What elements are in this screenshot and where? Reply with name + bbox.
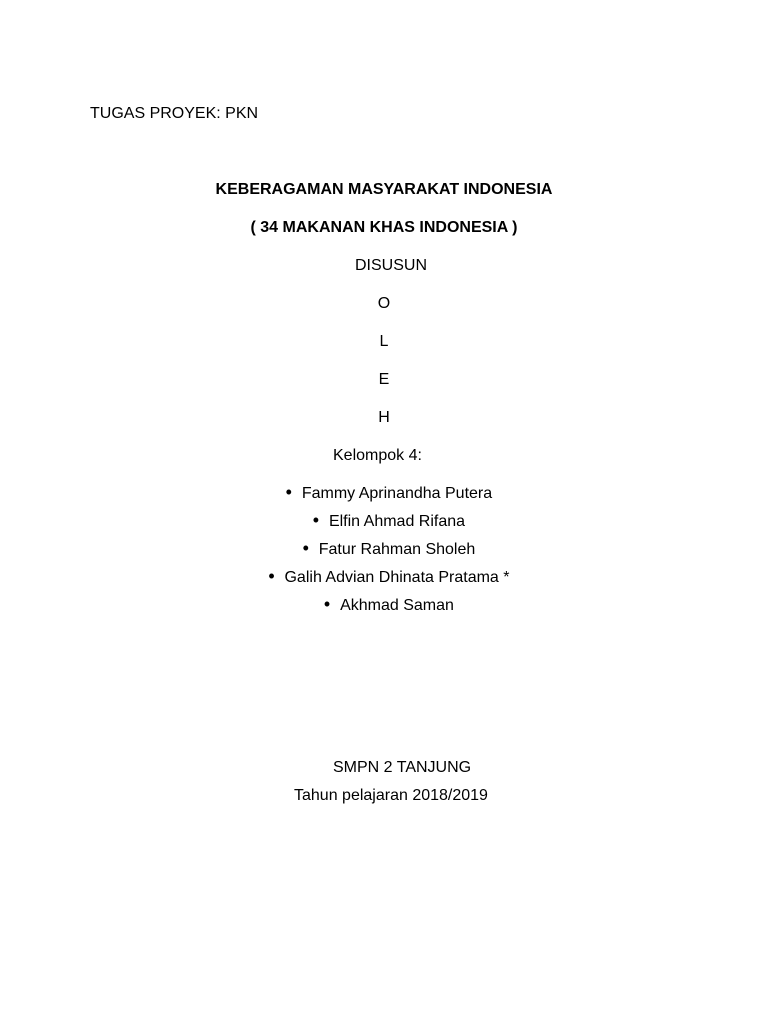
document-subtitle: ( 34 MAKANAN KHAS INDONESIA ): [250, 219, 518, 236]
bullet-icon: [314, 595, 340, 615]
list-item: [0, 567, 768, 595]
letter-e: E: [378, 371, 390, 388]
compiled-by-label: DISUSUN: [354, 257, 427, 274]
member-name: Galih Advian Dhinata Pratama *: [284, 569, 510, 586]
letter-h: H: [378, 409, 390, 426]
project-label: TUGAS PROYEK: PKN: [90, 105, 259, 122]
bullet-icon: [293, 539, 319, 559]
group-label: Kelompok 4:: [333, 447, 422, 464]
list-item: [0, 483, 768, 511]
member-name: Fammy Aprinandha Putera: [301, 485, 493, 502]
list-item: [0, 539, 768, 567]
bullet-icon: [258, 567, 284, 587]
list-item: [0, 511, 768, 539]
letter-o: O: [377, 295, 391, 312]
member-name: Fatur Rahman Sholeh: [318, 541, 476, 558]
academic-year: Tahun pelajaran 2018/2019: [294, 787, 488, 804]
member-name: Akhmad Saman: [340, 597, 454, 614]
list-item: [0, 595, 768, 623]
school-name: SMPN 2 TANJUNG: [333, 759, 472, 776]
document-title: KEBERAGAMAN MASYARAKAT INDONESIA: [215, 181, 553, 198]
bullet-icon: [276, 483, 302, 503]
member-list: [0, 483, 768, 623]
member-name: Elfin Ahmad Rifana: [328, 513, 466, 530]
letter-l: L: [379, 333, 389, 350]
bullet-icon: [303, 511, 329, 531]
